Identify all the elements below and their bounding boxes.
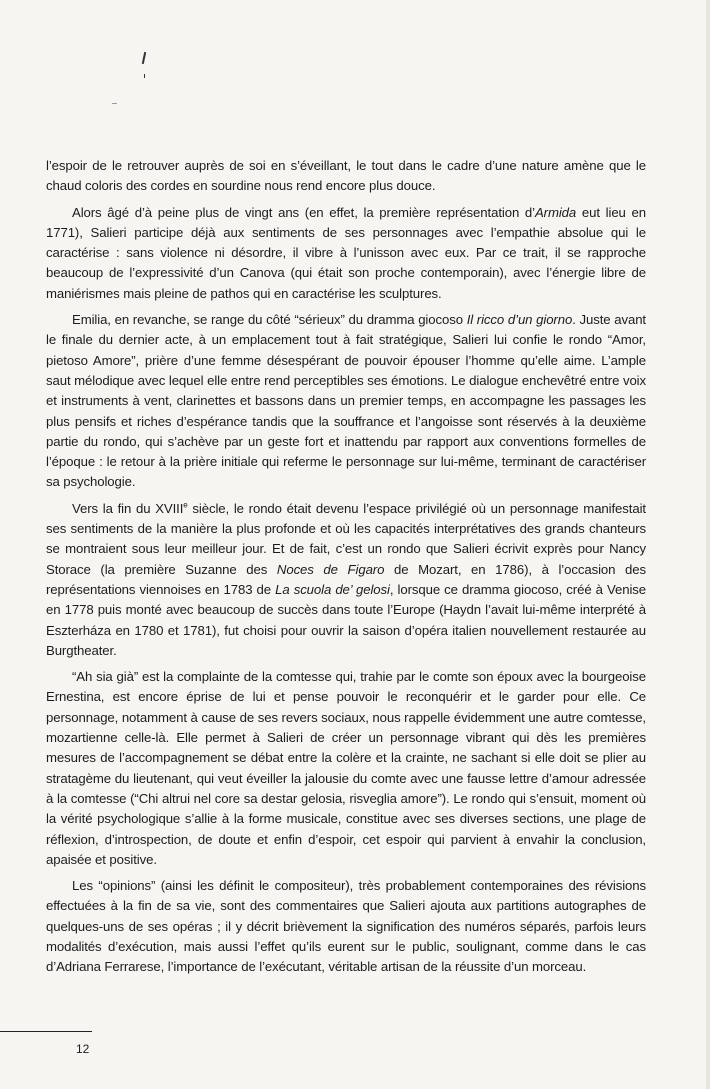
scan-mark (112, 103, 117, 104)
scan-mark (144, 74, 145, 78)
text-run: Les “opinions” (ainsi les définit le compositeur), très probablement contemporaines des révisions effectuées à la fin de sa vie, sont des commentaires que Salieri ajouta aux partitions autographes de quelques-uns de ses opéras ; il y décrit brièvement la signification des numéros séparés, parfois leurs modalités d’exécution, mais aussi l’effet qu’ils eurent sur le public, soulignant, comme dans le cas d’Adriana Ferrarese, l’importance de l’exécutant, véritable artisan de la réussite d’un morceau. (46, 878, 646, 975)
text-run: Vers la fin du XVIII (72, 500, 184, 516)
text-run: Alors âgé d’à peine plus de vingt ans (en effet, la première représentation d’ (72, 204, 535, 220)
text-run: de Mozart, en 1786), à l’occasion des représentations viennoises en 1783 de (46, 561, 646, 597)
italic-title: Noces de Figaro (276, 561, 385, 577)
text-run: siècle, le rondo était devenu l’espace privilégié où un personnage manifestait ses sentiments de la manière la plus profonde et où les capacités interprétatives des grands chanteurs se montraient sous leur meilleur jour. Et de fait, c’est un rondo que Salieri écrivit exprès pour Nancy Storace (la première Suzanne des (46, 500, 646, 577)
paragraph (46, 876, 646, 977)
text-run: , lorsque ce dramma giocoso, créé à Venise en 1778 puis monté avec beaucoup de succès dans toute l’Europe (Haydn l’avait lui-même interprété à Eszterháza en 1780 et 1781), fut choisi pour ouvrir la saison d’opéra italien nouvellement restaurée au Burgtheater. (46, 581, 647, 658)
italic-title: La scuola de’ gelosi (275, 581, 390, 597)
text-run: . Juste avant le finale du dernier acte, à un emplacement tout à fait stratégique, Salieri lui confie le rondo “Amor, pietoso Amore”, prière d’une femme désespérant de pouvoir épouser l’homme qu’elle aime. L’ample saut mélodique avec lequel elle entre rend perceptibles ses émotions. Le dialogue enchevêtré entre voix et instruments à vent, clarinettes et bassons dans un premier temps, en accompagne les passages les plus pensifs et riches d’espérance tandis que la souffrance et l’angoisse sont réservés à la deuxième partie du rondo, qui s’achève par un geste fort et inattendu par rapport aux conventions formelles de l’époque : le retour à la prière initiale qui referme le personnage sur lui-même, terminant de caractériser sa psychologie. (46, 312, 646, 490)
paragraph (46, 203, 646, 304)
paragraph (46, 156, 646, 197)
text-run: Emilia, en revanche, se range du côté “sérieux” du dramma giocoso (72, 312, 467, 328)
text-run: eut lieu en 1771), Salieri participe déjà aux sentiments de ses personnages avec l’empathie absolue qui le caractérise : sans violence ni désordre, il vibre à l’unisson avec eux. Par ce trait, il se rapproche beaucoup de l’expressivité d’un Canova (qui était son proche contemporain), avec l’énergie libre de maniérismes mais pleine de pathos qui en caractérise les sculptures. (46, 204, 646, 301)
page-number: 12 (76, 1042, 90, 1056)
paragraph (46, 310, 646, 493)
page-edge (706, 0, 710, 1089)
superscript: e (183, 500, 188, 510)
italic-title: Armida (534, 204, 577, 220)
scan-mark (142, 52, 146, 64)
text-run: l’espoir de le retrouver auprès de soi en s’éveillant, le tout dans le cadre d’une nature amène que le chaud coloris des cordes en sourdine nous rend encore plus douce. (46, 158, 646, 194)
paragraph (46, 667, 646, 870)
italic-title: Il ricco d’un giorno (466, 312, 573, 328)
body-text (46, 156, 646, 984)
folio-rule (0, 1031, 92, 1032)
text-run: “Ah sia già” est la complainte de la comtesse qui, trahie par le comte son époux avec la bourgeoise Ernestina, est encore éprise de lui et pense pouvoir le reconquérir et le garder pour elle. Ce personnage, notamment à cause de ses revers sociaux, nous rappelle évidemment une autre comtesse, mozartienne celle-là. Elle permet à Salieri de créer un personnage vibrant qui dès les premières mesures de l’accompagnement se débat entre la colère et la crainte, ne sachant si elle doit se plier au stratagème du lieutenant, qui veut éveiller la jalousie du comte avec une fausse lettre d’amour adressée à la comtesse (“Chi altrui nel core sa destar gelosia, risveglia amore”). Le rondo qui s’ensuit, moment où la vérité psychologique s’allie à la forme musicale, constitue avec ses diverses sections, une plage de réflexion, d’introspection, de doute et enfin d’espoir, cet espoir qui parvient à envahir la conclusion, apaisée et positive. (46, 669, 646, 867)
paragraph (46, 499, 646, 661)
